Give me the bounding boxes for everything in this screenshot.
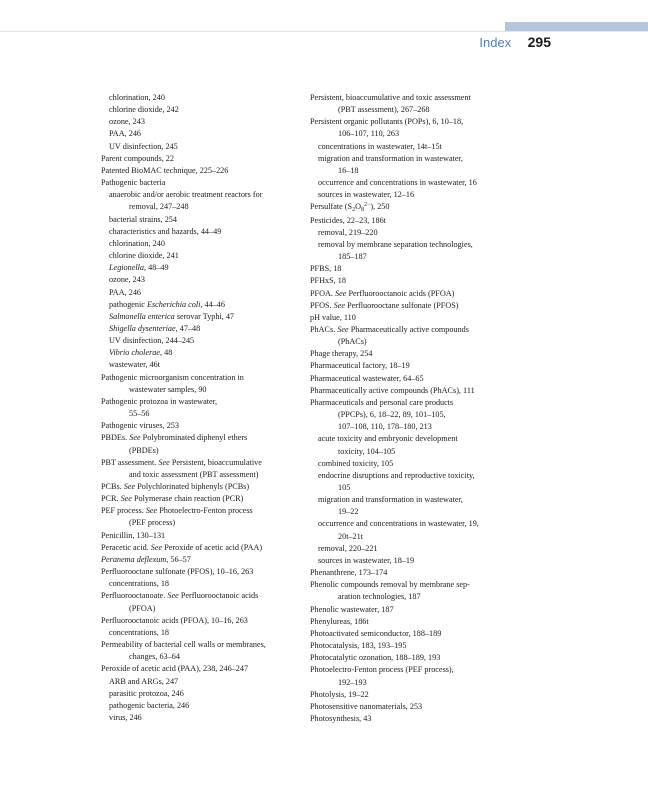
entry-text: Phenylureas, 186t [310, 616, 369, 626]
entry-text: migration and transformation in wastewater, [318, 495, 463, 505]
entry-text: occurrence and concentrations in wastewater, 19, [318, 519, 479, 529]
entry-text: endocrine disruptions and reproductive toxicity, [318, 470, 475, 480]
entry-text: , 48 [160, 348, 173, 358]
entry-text: pH value, 110 [310, 312, 356, 322]
index-continuation: changes, 63–64 [129, 652, 180, 662]
entry-text: parasitic protozoa, 246 [109, 688, 184, 698]
entry-text: Pathogenic viruses, 253 [101, 421, 179, 431]
index-subentry [101, 688, 301, 700]
index-subentry [310, 177, 515, 189]
entry-text: Pharmaceuticals and personal care products [310, 397, 454, 407]
entry-text: Perfluorooctanoic acids [178, 591, 259, 601]
index-subentry [101, 262, 301, 274]
index-entry [310, 215, 515, 227]
index-entry [310, 640, 515, 652]
index-continuation: (PFOA) [129, 603, 156, 613]
entry-text: Pathogenic microorganism concentration in [101, 372, 244, 382]
entry-text: Persulfate (S [310, 202, 353, 212]
index-subentry [310, 458, 515, 470]
index-column-right [310, 92, 515, 725]
index-entry [101, 420, 301, 432]
index-entry [101, 554, 301, 566]
entry-text: Perfluorooctane sulfonate (PFOS) [345, 300, 459, 310]
entry-text: PFHxS, 18 [310, 276, 346, 286]
index-subentry [101, 128, 301, 140]
entry-text: PBDEs. [101, 433, 130, 443]
entry-text: Phenolic compounds removal by membrane sep- [310, 580, 470, 590]
entry-text: Pesticides, 22–23, 186t [310, 215, 386, 225]
index-subentry [101, 104, 301, 116]
index-entry [310, 275, 515, 287]
index-entry [310, 92, 515, 104]
subscript: 8 [361, 207, 364, 214]
see-reference: See [145, 506, 158, 516]
index-entry [310, 616, 515, 628]
entry-text: Patented BioMAC technique, 225–226 [101, 165, 229, 175]
entry-text: Pharmaceutical wastewater, 64–65 [310, 373, 424, 383]
entry-italic: Legionella [109, 263, 145, 273]
entry-text: pathogenic [109, 299, 147, 309]
running-header [479, 34, 551, 52]
see-reference: See [120, 494, 132, 504]
index-entry [310, 397, 515, 409]
entry-text: Penicillin, 130–131 [101, 530, 166, 540]
entry-text: PFOA. [310, 288, 336, 298]
entry-text: wastewater, 46t [109, 360, 161, 370]
entry-text: Phenanthrene, 173–174 [310, 568, 388, 578]
index-subentry [310, 555, 515, 567]
entry-text: ARB and ARGs, 247 [109, 676, 179, 686]
index-entry [310, 628, 515, 640]
see-reference: See [337, 324, 349, 334]
entry-text: PBT assessment. [101, 457, 159, 467]
index-subentry [101, 141, 301, 153]
index-entry [310, 263, 515, 275]
entry-text: 107–108, 110, 178–180, 213 [338, 422, 432, 432]
index-subentry [101, 347, 301, 359]
index-subentry [101, 214, 301, 226]
index-subentry [101, 712, 301, 724]
entry-text: Phenolic wastewater, 187 [310, 604, 394, 614]
index-subentry [310, 153, 515, 165]
index-entry [101, 372, 301, 384]
index-continuation: 20t–21t [338, 531, 364, 541]
index-entry [101, 566, 301, 578]
entry-text: , 56–57 [166, 554, 191, 564]
entry-text: , 47–48 [175, 323, 201, 333]
entry-text: UV disinfection, 244–245 [109, 336, 195, 346]
entry-text: ), 250 [370, 202, 390, 212]
entry-text: serovar Typhi, 47 [174, 311, 235, 321]
index-continuation: 55–56 [129, 409, 150, 419]
entry-text: migration and transformation in wastewater, [318, 153, 463, 163]
index-entry [310, 604, 515, 616]
index-entry [310, 324, 515, 336]
index-subentry [310, 189, 515, 201]
entry-text: Perfluorooctane sulfonate (PFOS), 10–16, 263 [101, 567, 254, 577]
index-entry [101, 530, 301, 542]
entry-text: chlorine dioxide, 241 [109, 251, 179, 261]
entry-text: PFOS. [310, 300, 334, 310]
entry-text: , 48–49 [144, 263, 169, 273]
index-subentry [101, 627, 301, 639]
entry-text: ozone, 243 [109, 117, 145, 127]
index-continuation: aration technologies, 187 [338, 592, 421, 602]
index-entry [101, 396, 301, 408]
entry-text: ozone, 243 [109, 275, 145, 285]
index-entry [310, 567, 515, 579]
entry-text: Persistent organic pollutants (POPs), 6, 10–18, [310, 117, 464, 127]
entry-text: PAA, 246 [109, 129, 142, 139]
index-subentry [101, 92, 301, 104]
see-reference: See [335, 288, 347, 298]
entry-text: Photolysis, 19–22 [310, 689, 369, 699]
entry-text: Pharmaceutically active compounds (PhACs), 111 [310, 385, 475, 395]
index-entry [310, 201, 515, 214]
index-subentry [101, 299, 301, 311]
index-entry [101, 493, 301, 505]
entry-text: O [355, 202, 361, 212]
index-entry [101, 615, 301, 627]
index-entry [101, 663, 301, 675]
entry-italic: Salmonella enterica [109, 311, 175, 321]
index-subentry [101, 189, 301, 201]
index-continuation: (PBDEs) [129, 445, 159, 455]
entry-text: concentrations, 18 [109, 579, 170, 589]
entry-text: PhACs. [310, 324, 338, 334]
entry-text: acute toxicity and embryonic development [318, 434, 458, 444]
index-continuation: 19–22 [338, 507, 359, 517]
index-entry [101, 153, 301, 165]
entry-text: Persistent, bioaccumulative [169, 457, 262, 467]
entry-text: PCBs. [101, 482, 124, 491]
index-continuation: 105 [338, 483, 351, 492]
entry-text: sources in wastewater, 12–16 [318, 190, 415, 200]
index-continuation: 192–193 [338, 677, 367, 687]
index-subentry [101, 335, 301, 347]
index-subentry [101, 226, 301, 238]
index-subentry [310, 543, 515, 555]
index-entry [101, 505, 301, 517]
index-continuation: and toxic assessment (PBT assessment) [129, 469, 259, 479]
entry-text: Photosensitive nanomaterials, 253 [310, 701, 423, 711]
index-subentry [310, 141, 515, 153]
entry-text: Polychlorinated biphenyls (PCBs) [135, 482, 250, 491]
entry-text: Permeability of bacterial cell walls or membranes, [101, 640, 266, 650]
entry-italic: Vibrio cholerae [109, 348, 161, 358]
entry-text: Photoelectro-Fenton process [157, 506, 253, 516]
entry-text: Pathogenic protozoa in wastewater, [101, 396, 218, 406]
entry-text: virus, 246 [109, 712, 142, 722]
entry-text: concentrations, 18 [109, 627, 170, 637]
entry-italic: Shigella dysenteriae [109, 323, 176, 333]
index-subentry [310, 433, 515, 445]
entry-text: , 44–46 [200, 299, 225, 309]
entry-italic: Peranema deflexum [101, 554, 167, 564]
index-entry [101, 639, 301, 651]
entry-text: Persistent, bioaccumulative and toxic assessment [310, 93, 471, 102]
index-entry [101, 481, 301, 493]
index-entry [101, 457, 301, 469]
entry-text: chlorination, 240 [109, 238, 165, 248]
index-continuation: 16–18 [338, 165, 359, 175]
entry-text: Polybrominated diphenyl ethers [140, 433, 248, 443]
index-entry [310, 701, 515, 713]
index-continuation: (PEF process) [129, 518, 176, 528]
index-entry [310, 664, 515, 676]
index-entry [101, 590, 301, 602]
index-subentry [310, 518, 515, 530]
entry-text: anaerobic and/or aerobic treatment reactors for [109, 190, 263, 200]
entry-text: Perfluorooctanoate. [101, 591, 168, 601]
see-reference: See [167, 591, 179, 601]
entry-text: Parent compounds, 22 [101, 153, 174, 163]
index-entry [310, 689, 515, 701]
index-entry [310, 652, 515, 664]
index-continuation: 185–187 [338, 252, 367, 262]
header-rule [0, 31, 648, 32]
index-subentry [310, 470, 515, 482]
entry-text: PEF process. [101, 506, 146, 516]
index-entry [310, 288, 515, 300]
entry-text: removal by membrane separation technologies, [318, 239, 473, 249]
entry-text: characteristics and hazards, 44–49 [109, 226, 222, 236]
index-entry [310, 300, 515, 312]
entry-italic: Escherichia coli [146, 299, 201, 309]
index-subentry [310, 227, 515, 239]
entry-text: Photosynthesis, 43 [310, 713, 372, 723]
index-continuation: (PhACs) [338, 337, 367, 347]
entry-text: pathogenic bacteria, 246 [109, 700, 190, 710]
index-subentry [101, 700, 301, 712]
entry-text: sources in wastewater, 18–19 [318, 555, 415, 565]
entry-text: bacterial strains, 254 [109, 214, 177, 224]
entry-text: Pathogenic bacteria [101, 178, 166, 188]
header-label: Index [479, 35, 512, 50]
see-reference: See [150, 542, 163, 552]
header-accent-band [505, 22, 648, 31]
see-reference: See [123, 482, 136, 491]
index-subentry [310, 239, 515, 251]
entry-text: PAA, 246 [109, 287, 142, 297]
entry-text: Perfluorooctanoic acids (PFOA), 10–16, 263 [101, 615, 248, 625]
entry-text: Photoelectro-Fenton process (PEF process), [310, 665, 454, 675]
index-entry [101, 542, 301, 554]
entry-text: concentrations in wastewater, 14t–15t [318, 141, 442, 151]
index-subentry [101, 323, 301, 335]
index-subentry [101, 250, 301, 262]
entry-text: Peroxide of acetic acid (PAA), 238, 246–247 [101, 664, 249, 674]
index-continuation: wastewater samples, 90 [129, 384, 207, 394]
index-subentry [101, 676, 301, 688]
index-entry [310, 385, 515, 397]
index-entry [310, 360, 515, 372]
index-continuation: 106–107, 110, 263 [338, 129, 400, 139]
superscript: 2− [364, 202, 371, 209]
entry-text: Photocatalytic ozonation, 188–189, 193 [310, 653, 441, 663]
entry-text: Perfluorooctanoic acids (PFOA) [346, 288, 455, 298]
index-subentry [101, 238, 301, 250]
index-continuation: toxicity, 104–105 [338, 446, 396, 456]
index-entry [101, 432, 301, 444]
index-subentry [101, 578, 301, 590]
index-subentry [310, 494, 515, 506]
entry-text: UV disinfection, 245 [109, 141, 178, 151]
index-subentry [101, 274, 301, 286]
index-continuation: (PBT assessment), 267–268 [338, 105, 430, 115]
index-entry [310, 373, 515, 385]
entry-text: PFBS, 18 [310, 264, 342, 274]
entry-text: Photocatalysis, 183, 193–195 [310, 641, 407, 651]
index-subentry [101, 116, 301, 128]
index-entry [310, 312, 515, 324]
index-entry [310, 579, 515, 591]
entry-text: Pharmaceutical factory, 18–19 [310, 361, 410, 371]
index-subentry [101, 311, 301, 323]
see-reference: See [158, 457, 170, 467]
entry-text: Phage therapy, 254 [310, 349, 373, 359]
index-entry [310, 116, 515, 128]
index-entry [101, 177, 301, 189]
index-entry [310, 713, 515, 725]
index-continuation: (PPCPs), 6, 18–22, 89, 101–105, [338, 410, 446, 420]
entry-text: Pharmaceutically active compounds [348, 324, 469, 334]
entry-text: removal, 219–220 [318, 227, 378, 237]
entry-text: Peracetic acid. [101, 542, 151, 552]
index-entry [101, 165, 301, 177]
index-continuation [310, 421, 515, 433]
entry-text: Peroxide of acetic acid (PAA) [162, 542, 263, 552]
entry-text: removal, 220–221 [318, 543, 378, 553]
entry-text: PCR. [101, 494, 121, 504]
index-column-left [101, 92, 301, 724]
entry-text: Polymerase chain reaction (PCR) [131, 494, 244, 504]
page-number: 295 [527, 34, 551, 50]
see-reference: See [129, 433, 141, 443]
entry-text: occurrence and concentrations in wastewater, 16 [318, 178, 477, 188]
entry-text: Photoactivated semiconductor, 188–189 [310, 628, 442, 638]
entry-text: chlorination, 240 [109, 93, 165, 102]
subscript: 2 [352, 207, 356, 214]
index-continuation: removal, 247–248 [129, 202, 189, 212]
index-entry [310, 348, 515, 360]
see-reference: See [333, 300, 346, 310]
entry-text: combined toxicity, 105 [318, 458, 394, 468]
index-subentry [101, 287, 301, 299]
index-subentry [101, 359, 301, 371]
entry-text: chlorine dioxide, 242 [109, 105, 179, 115]
